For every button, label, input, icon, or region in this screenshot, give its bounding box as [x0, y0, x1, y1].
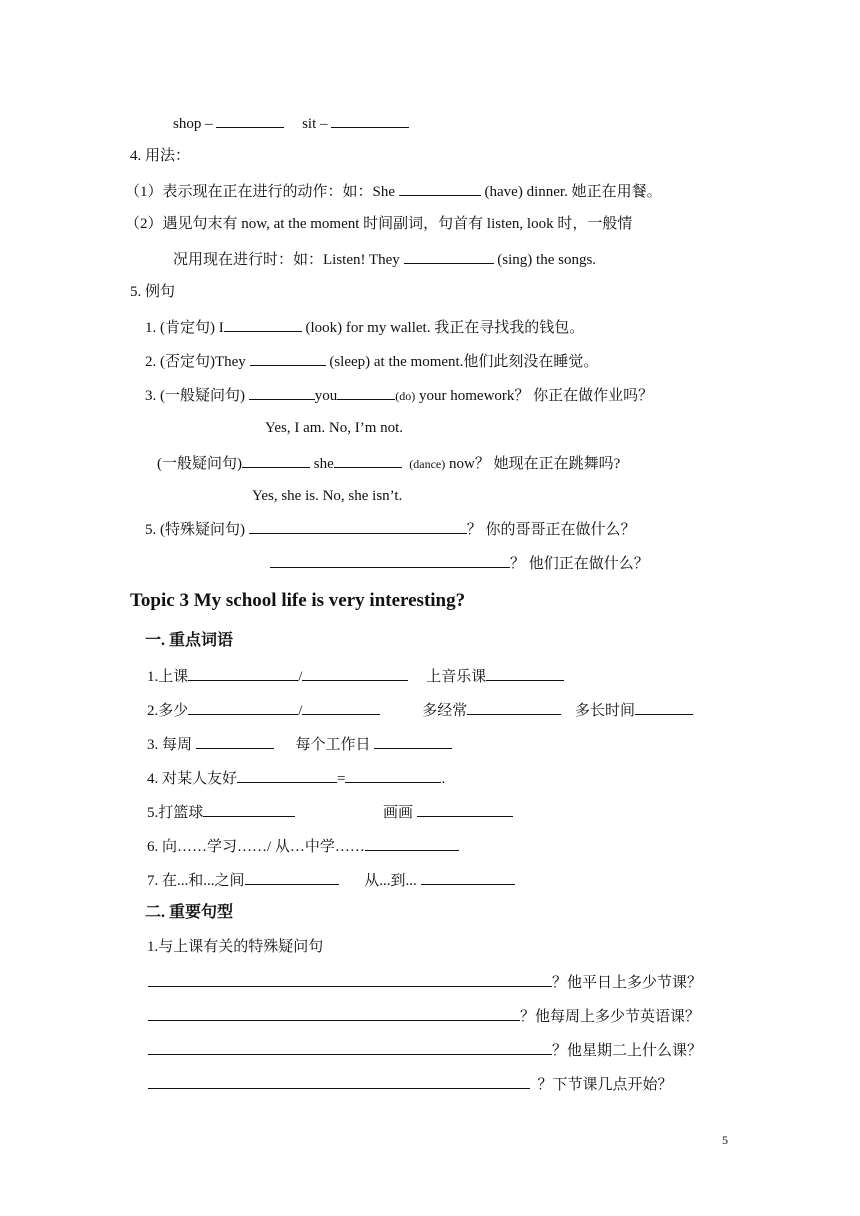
word-6: 6. 向……学习……/ 从…中学……	[147, 835, 459, 857]
example-5b: ？ 他们正在做什么？	[270, 552, 649, 574]
section-key-words: 一. 重点词语	[145, 632, 234, 649]
blank[interactable]	[365, 835, 459, 851]
example-4: (一般疑问句) she (dance) now？ 她现在正在跳舞吗?	[157, 452, 620, 474]
blank[interactable]	[196, 733, 274, 749]
word-1: 1.上课 / 上音乐课	[147, 665, 564, 687]
blank[interactable]	[399, 180, 481, 196]
page-number: 5	[722, 1133, 728, 1147]
blank[interactable]	[249, 518, 467, 534]
blank[interactable]	[337, 384, 395, 400]
blank[interactable]	[302, 699, 380, 715]
usage-heading: 4. 用法：	[130, 148, 191, 164]
usage-2-cont: 况用现在进行时：如：Listen! They (sing) the songs.	[173, 248, 596, 270]
blank[interactable]	[249, 384, 315, 400]
blank[interactable]	[148, 1073, 530, 1089]
blank[interactable]	[417, 801, 513, 817]
example-3: 3. (一般疑问句) you (do) your homework？ 你正在做作业吗？	[145, 384, 653, 406]
blank[interactable]	[345, 767, 441, 783]
usage-2: （2）遇见句末有 now, at the moment 时间副词，句首有 listen, look 时，一般情	[125, 216, 633, 232]
sentence-3: ？他星期二上什么课？	[148, 1039, 702, 1061]
blank[interactable]	[302, 665, 408, 681]
blank[interactable]	[224, 316, 302, 332]
word-2: 2.多少 / 多经常 多长时间	[147, 699, 693, 721]
blank[interactable]	[245, 869, 339, 885]
blank[interactable]	[188, 699, 298, 715]
section-key-sentences: 二. 重要句型	[145, 904, 234, 921]
example-5: 5. (特殊疑问句) ？ 你的哥哥正在做什么？	[145, 518, 636, 540]
blank[interactable]	[270, 552, 510, 568]
sentence-2: ？他每周上多少节英语课？	[148, 1005, 700, 1027]
usage-1: （1）表示现在正在进行的动作：如：She (have) dinner. 她正在用餐。	[125, 180, 662, 202]
blank[interactable]	[203, 801, 295, 817]
blank[interactable]	[331, 112, 409, 128]
word-3: 3. 每周 每个工作日	[147, 733, 452, 755]
sentence-4: ？下节课几点开始？	[148, 1073, 673, 1095]
blank[interactable]	[467, 699, 561, 715]
blank[interactable]	[421, 869, 515, 885]
word-7: 7. 在...和...之间 从...到...	[147, 869, 515, 891]
sentence-heading: 1.与上课有关的特殊疑问句	[147, 939, 324, 955]
blank[interactable]	[148, 1039, 552, 1055]
blank[interactable]	[635, 699, 693, 715]
sentence-1: ？他平日上多少节课？	[148, 971, 702, 993]
blank[interactable]	[334, 452, 402, 468]
blank[interactable]	[237, 767, 337, 783]
blank[interactable]	[148, 971, 552, 987]
example-1: 1. (肯定句) I (look) for my wallet. 我正在寻找我的钱包。	[145, 316, 584, 338]
blank[interactable]	[148, 1005, 520, 1021]
topic-title: Topic 3 My school life is very interesting?	[130, 590, 466, 611]
example-4-answer: Yes, she is. No, she isn’t.	[252, 488, 403, 504]
example-3-answer: Yes, I am. No, I’m not.	[265, 420, 404, 436]
blank[interactable]	[486, 665, 564, 681]
blank[interactable]	[250, 350, 326, 366]
blank[interactable]	[242, 452, 310, 468]
word-5: 5.打篮球 画画	[147, 801, 513, 823]
blank[interactable]	[216, 112, 284, 128]
example-2: 2. (否定句)They (sleep) at the moment.他们此刻没在睡觉。	[145, 350, 598, 372]
line-shop-sit: shop – sit –	[173, 112, 409, 134]
blank[interactable]	[188, 665, 298, 681]
word-4: 4. 对某人友好 = .	[147, 767, 445, 789]
examples-heading: 5. 例句	[130, 284, 176, 300]
blank[interactable]	[404, 248, 494, 264]
blank[interactable]	[374, 733, 452, 749]
